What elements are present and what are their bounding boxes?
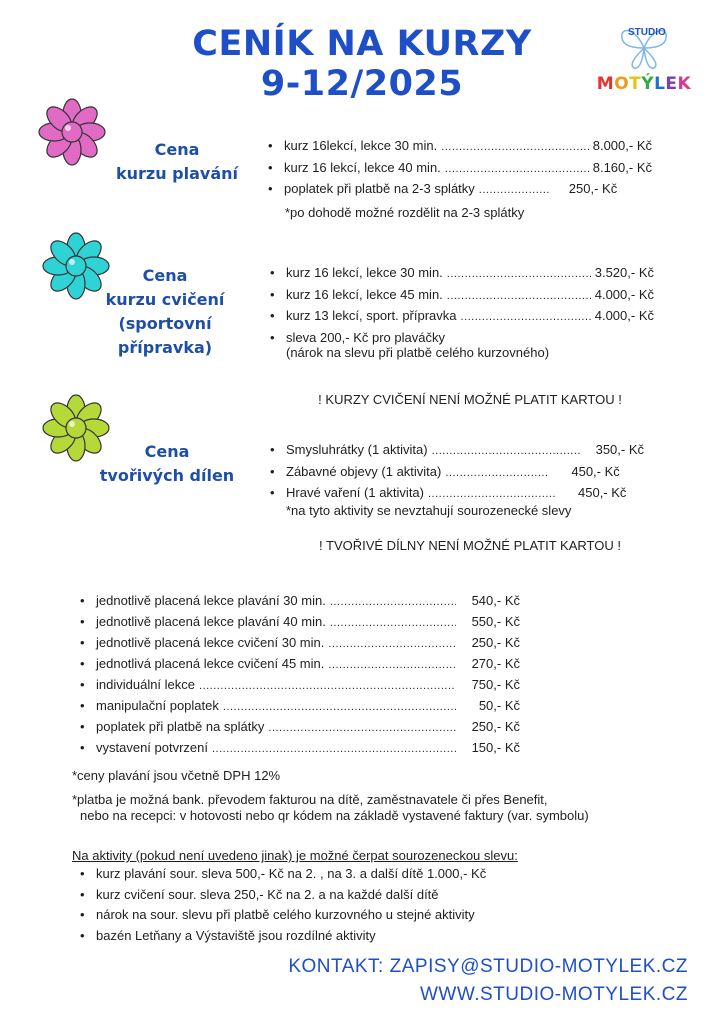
workshops-note: *na tyto aktivity se nevztahují sourozenecké slevy <box>286 503 572 518</box>
label-line: kurzu plavání <box>115 164 239 183</box>
item-name: • kurz 13 lekcí, sport. přípravka <box>286 308 457 323</box>
leader-dots <box>432 440 580 462</box>
list-item <box>266 136 652 158</box>
logo-studio-text: STUDIO <box>628 27 666 38</box>
item-price: 8.000,- Kč <box>592 138 652 153</box>
item-price: 270,- Kč <box>471 656 520 671</box>
exercise-section-label <box>70 264 260 360</box>
exercise-price-list <box>268 263 654 347</box>
item-price: 450,- Kč <box>571 463 620 479</box>
item-name: • poplatek při platbě na 2-3 splátky <box>284 181 475 196</box>
label-line: (sportovní <box>118 314 212 333</box>
website-link[interactable]: WWW.STUDIO-MOTYLEK.CZ <box>419 984 688 1005</box>
studio-motylek-logo <box>594 24 694 104</box>
leader-dots <box>212 738 456 759</box>
list-item <box>266 158 652 180</box>
exercise-note: (nárok na slevu při platbě celého kurzovného) <box>286 345 550 360</box>
sibling-discount-heading: Na aktivity (pokud není uvedeno jinak) je možné čerpat sourozeneckou slevu: <box>72 848 518 863</box>
flower-center <box>62 122 82 142</box>
item-name: • kurz 16 lekcí, lekce 40 min. <box>284 159 441 175</box>
list-item <box>268 306 654 328</box>
vat-note: *ceny plavání jsou včetně DPH 12% <box>72 768 281 783</box>
item-price: 50,- Kč <box>478 698 520 713</box>
logo-letter: K <box>677 74 692 94</box>
leader-dots <box>268 717 456 738</box>
item-price: 250,- Kč <box>471 719 520 734</box>
item-text: • kurz cvičení sour. sleva 250,- Kč na 2. a na každé další dítě <box>96 886 439 902</box>
list-item <box>266 179 652 201</box>
page-title: CENÍK NA KURZY <box>192 24 532 64</box>
item-name: • poplatek při platbě na splátky <box>96 719 265 734</box>
item-name: • jednotlivě placená lekce plavání 40 min. <box>96 614 326 629</box>
item-price: 4.000,- Kč <box>594 286 654 302</box>
label-line: tvořivých dílen <box>99 466 235 485</box>
leader-dots <box>445 462 549 484</box>
leader-dots <box>223 696 456 717</box>
item-name: • sleva 200,- Kč pro plaváčky <box>286 329 445 345</box>
item-name: • manipulační poplatek <box>96 698 219 713</box>
label-line: přípravka) <box>117 338 213 357</box>
list-item <box>268 263 654 285</box>
label-line: Cena <box>142 266 188 285</box>
list-item <box>78 885 638 906</box>
item-name: • vystavení potvrzení <box>96 740 208 755</box>
list-item <box>78 864 638 885</box>
leader-dots <box>330 612 456 633</box>
item-price: 250,- Kč <box>471 635 520 650</box>
page-subtitle-period: 9-12/2025 <box>260 64 464 104</box>
item-price: 540,- Kč <box>471 593 520 608</box>
leader-dots <box>445 158 589 180</box>
item-name: • kurz 16lekcí, lekce 30 min. <box>284 138 438 153</box>
swimming-price-list <box>266 136 652 201</box>
workshops-section-label <box>72 440 262 488</box>
list-item <box>268 285 654 307</box>
leader-dots <box>479 179 551 201</box>
list-item <box>78 612 520 633</box>
list-item <box>78 633 520 654</box>
list-item <box>78 675 520 696</box>
item-price: 250,- Kč <box>568 181 618 196</box>
logo-letter: O <box>614 74 630 94</box>
sibling-discount-list <box>78 864 638 946</box>
item-name: • jednotlivě placená lekce plavání 30 min. <box>96 593 326 608</box>
list-item <box>78 696 520 717</box>
flower-center <box>66 418 86 438</box>
label-line: kurzu cvičení <box>105 290 225 309</box>
label-line: Cena <box>144 442 190 461</box>
leader-dots <box>447 263 591 285</box>
item-price: 3.520,- Kč <box>594 265 654 280</box>
list-item <box>78 717 520 738</box>
leader-dots <box>461 306 591 328</box>
flower-highlight <box>65 125 71 131</box>
item-name: • kurz 16 lekcí, lekce 30 min. <box>286 265 443 280</box>
logo-letter: Ý <box>641 74 655 94</box>
logo-letter: M <box>596 74 615 94</box>
leader-dots <box>441 136 589 158</box>
leader-dots <box>199 675 456 696</box>
payment-note-line1: *platba je možná bank. převodem fakturou na dítě, zaměstnavatele či přes Benefit, <box>72 792 548 807</box>
leader-dots <box>328 633 456 654</box>
list-item <box>78 905 638 926</box>
leader-dots <box>330 591 456 612</box>
exercise-card-warning: ! KURZY CVIČENÍ NENÍ MOŽNÉ PLATIT KARTOU ! <box>318 392 622 407</box>
item-name: • Zábavné objevy (1 aktivita) <box>286 463 442 479</box>
item-price: 4.000,- Kč <box>594 308 654 323</box>
list-item <box>268 462 652 484</box>
item-price: 450,- Kč <box>578 485 627 500</box>
item-price: 350,- Kč <box>595 442 645 457</box>
item-price: 150,- Kč <box>471 740 520 755</box>
item-text: • kurz plavání sour. sleva 500,- Kč na 2. , na 3. a další dítě 1.000,- Kč <box>96 866 487 881</box>
logo-motylek-text <box>594 74 694 94</box>
list-item <box>78 654 520 675</box>
logo-letter: E <box>665 74 678 94</box>
item-name: • jednotlivě placená lekce cvičení 30 min. <box>96 635 325 650</box>
item-price: 8.160,- Kč <box>592 159 652 175</box>
item-name: • individuální lekce <box>96 677 196 692</box>
logo-letter: T <box>629 74 642 94</box>
item-name: • jednotlivá placená lekce cvičení 45 min. <box>96 656 325 671</box>
leader-dots <box>447 285 591 307</box>
single-lessons-price-list <box>78 591 520 759</box>
payment-note-line2: nebo na recepci: v hotovosti nebo qr kódem na základě vystavené faktury (var. symbolu) <box>80 808 589 823</box>
flower-highlight <box>69 421 75 427</box>
logo-letter: L <box>654 74 666 94</box>
item-name: • Smysluhrátky (1 aktivita) <box>286 442 428 457</box>
item-price: 750,- Kč <box>471 677 520 692</box>
item-name: • kurz 16 lekcí, lekce 45 min. <box>286 286 443 302</box>
list-item <box>78 591 520 612</box>
leader-dots <box>328 654 456 675</box>
swimming-note: *po dohodě možné rozdělit na 2-3 splátky <box>285 205 525 220</box>
item-text: • nárok na sour. slevu při platbě celého kurzovného u stejné aktivity <box>96 907 475 922</box>
swimming-section-label <box>82 138 272 186</box>
workshops-price-list <box>268 440 652 505</box>
item-name: • Hravé vaření (1 aktivita) <box>286 485 424 500</box>
list-item <box>78 926 638 947</box>
list-item <box>78 738 520 759</box>
contact-email[interactable]: KONTAKT: ZAPISY@STUDIO-MOTYLEK.CZ <box>288 956 688 977</box>
label-line: Cena <box>154 140 200 159</box>
item-text: • bazén Letňany a Výstaviště jsou rozdílné aktivity <box>96 927 376 943</box>
item-price: 550,- Kč <box>471 614 520 629</box>
workshops-card-warning: ! TVOŘIVÉ DÍLNY NENÍ MOŽNÉ PLATIT KARTOU ! <box>319 538 621 553</box>
list-item <box>268 440 652 462</box>
